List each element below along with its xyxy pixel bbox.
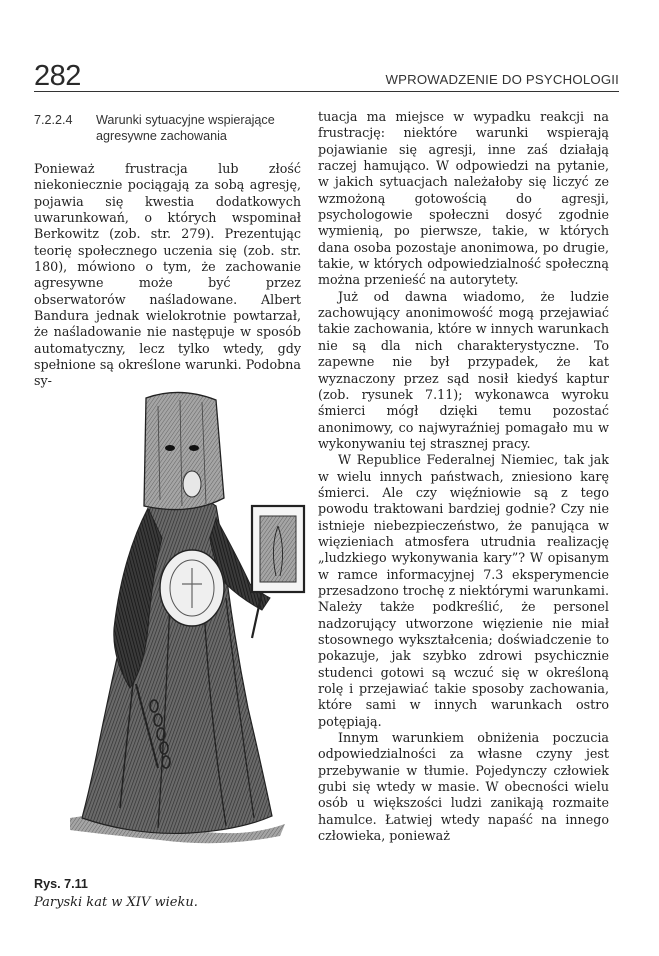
right-column [318, 109, 609, 844]
right-paragraph-1: tuacja ma miejsce w wypadku reakcji na frustrację: niektóre warunki wspierają pojawianie się agresji, inne zaś działają raczej hamująco. W odpowiedzi na pytanie, w jakich sytuacjach należałoby się liczyć ze wzmożoną gotowością do agresji, psychologowie społeczni dosyć zgodnie wymienią, po pierwsze, takie, w których dana osoba pozostaje anonimowa, po drugie, takie, w których odpowiedzialność społeczną można przenieść na autorytety. [318, 109, 609, 288]
section-title-line2: agresywne zachowania [96, 129, 227, 143]
left-column [34, 161, 301, 390]
figure-caption: Paryski kat w XIV wieku. [34, 895, 198, 910]
right-paragraph-2: Już od dawna wiadomo, że ludzie zachowujący anonimowość mogą przejawiać takie zachowania, które w innych warunkach nie są dla nich charakterystyczne. To zapewne nie był przypadek, że kat wyznaczony przez sąd nosił kiedyś kaptur (zob. rysunek 7.11); wykonawca wyroku śmierci mógł dzięki temu pozostać anonimowy, co najwyraźniej pomagało mu w wykonywaniu tej strasznej pracy. [318, 288, 609, 451]
figure-label: Rys. 7.11 [34, 877, 88, 891]
running-head: WPROWADZENIE DO PSYCHOLOGII [385, 72, 619, 87]
executioner-illustration [40, 388, 310, 848]
right-paragraph-3: W Republice Federalnej Niemiec, tak jak w wielu innych państwach, zniesiono karę śmierci. Ale czy więźniowie są z tego powodu traktowani bardziej godnie? Czy nie istnieje niebezpieczeństwo, że panująca w więzieniach atmosfera utrudnia realizację „ludzkiego wykonywania kary”? W opisanym w ramce informacyjnej 7.3 eksperymencie przesadzono trochę z niektórymi warunkami. Należy także podkreślić, że personel nadzorujący utworzone więzienie nie miał stosownego wykształcenia; doświadczenie to pokazuje, jak szybko zdrowi psychicznie studenci gotowi są wczuć się w określoną rolę i przejawiać takie sposoby zachowania, które sami w innych warunkach ostro potępiają. [318, 452, 609, 729]
section-heading [34, 112, 294, 144]
header-rule [34, 91, 619, 92]
section-number: 7.2.2.4 [34, 113, 73, 127]
section-title-line1: Warunki sytuacyjne wspierające [96, 113, 275, 127]
page-number: 282 [34, 60, 81, 92]
right-paragraph-4: Innym warunkiem obniżenia poczucia odpowiedzialności za własne czyny jest przebywanie w tłumie. Pojedynczy człowiek gubi się wtedy w masie. W obecności wielu osób u większości ludzi zanikają rozmaite hamulce. Łatwiej wtedy napaść na innego człowieka, ponieważ [318, 730, 609, 844]
left-paragraph: Ponieważ frustracja lub złość niekoniecznie pociągają za sobą agresję, pojawia się kwestia dodatkowych uwarunkowań, o których wspominał Berkowitz (zob. str. 279). Prezentując teorię społecznego uczenia się (zob. str. 180), mówiono o tym, że zachowanie agresywne może być przez obserwatorów naśladowane. Albert Bandura jednak wielokrotnie powtarzał, że naśladowanie nie następuje w sposób automatyczny, lecz tylko wtedy, gdy spełnione są określone warunki. Podobna sy- [34, 161, 301, 389]
